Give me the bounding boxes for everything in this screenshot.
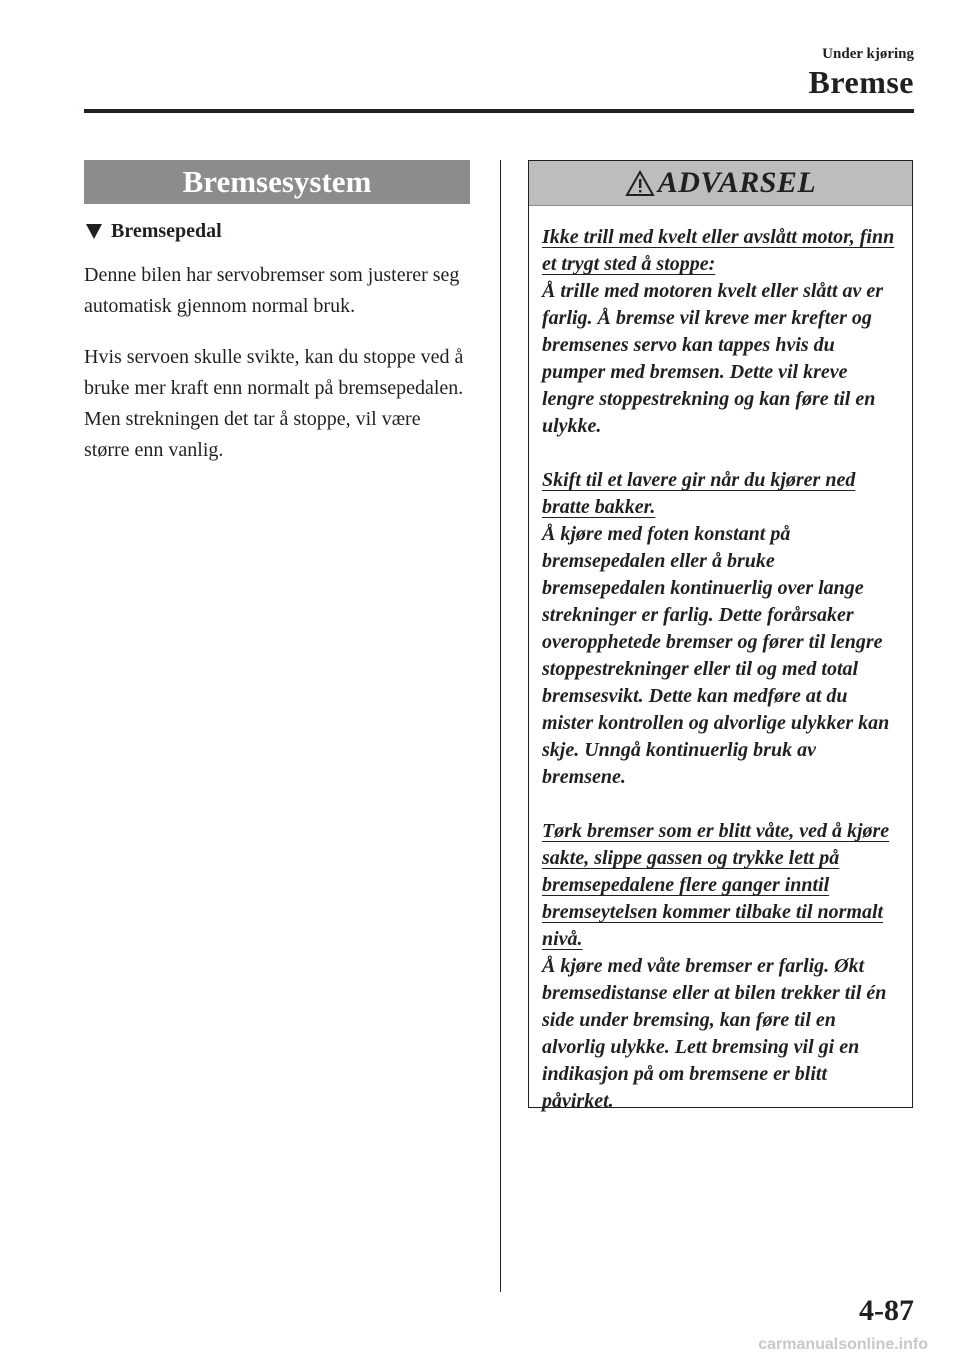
warning-item-text: Å trille med motoren kvelt eller slått av er farlig. Å bremse vil kreve mer krefter og bremsenes servo kan tappes hvis du pumper med bremsen. Dette vil kreve lengre stoppestrekning og kan føre til en ulykke. (542, 280, 884, 437)
page-number: 4-87 (859, 1294, 914, 1327)
subheading (84, 217, 470, 245)
body-paragraph: Hvis servoen skulle svikte, kan du stoppe ved å bruke mer kraft enn normalt på bremsepedalen. Men strekningen det tar å stoppe, vil være større enn vanlig. (84, 346, 464, 461)
warning-title: ADVARSEL (657, 166, 817, 199)
section-banner: Bremsesystem (84, 160, 470, 204)
warning-body (529, 206, 912, 1115)
warning-item (542, 224, 900, 440)
warning-item-text: Å kjøre med foten konstant på bremsepedalen eller å bruke bremsepedalen kontinuerlig over lange strekninger er farlig. Dette forårsaker overopphetede bremser og fører til lengre stoppestrekninger eller til og med total bremsesvikt. Dette kan medføre at du mister kontrollen og alvorlige ulykker kan skje. Unngå kontinuerlig bruk av bremsene. (542, 523, 890, 788)
column-divider (500, 160, 501, 1292)
warning-item-heading: Tørk bremser som er blitt våte, ved å kjøre sakte, slippe gassen og trykke lett på bremsepedalene flere ganger inntil bremseytelsen kommer tilbake til normalt nivå. (542, 820, 890, 950)
watermark: carmanualsonline.info (758, 1336, 928, 1353)
warning-item-heading: Skift til et lavere gir når du kjører ned bratte bakker. (542, 469, 856, 518)
warning-box (528, 160, 913, 1112)
warning-header (529, 161, 912, 206)
warning-item (542, 818, 900, 1115)
header-divider (84, 109, 914, 113)
body-paragraph: Denne bilen har servobremser som justerer seg automatisk gjennom normal bruk. (84, 264, 460, 317)
subheading-label: Bremsepedal (111, 220, 222, 242)
page-section-title: Bremse (808, 64, 914, 100)
left-column (84, 160, 470, 466)
warning-item-text: Å kjøre med våte bremser er farlig. Økt bremsedistanse eller at bilen trekker til én side under bremsing, kan føre til en alvorlig ulykke. Lett bremsing vil gi en indikasjon på om bremsene er blitt påvirket. (542, 955, 887, 1112)
warning-triangle-icon (625, 170, 655, 197)
chapter-label: Under kjøring (822, 46, 914, 62)
warning-item (542, 467, 900, 791)
warning-item-heading: Ikke trill med kvelt eller avslått motor, finn et trygt sted å stoppe: (542, 226, 895, 275)
triangle-bullet-icon (86, 224, 102, 239)
